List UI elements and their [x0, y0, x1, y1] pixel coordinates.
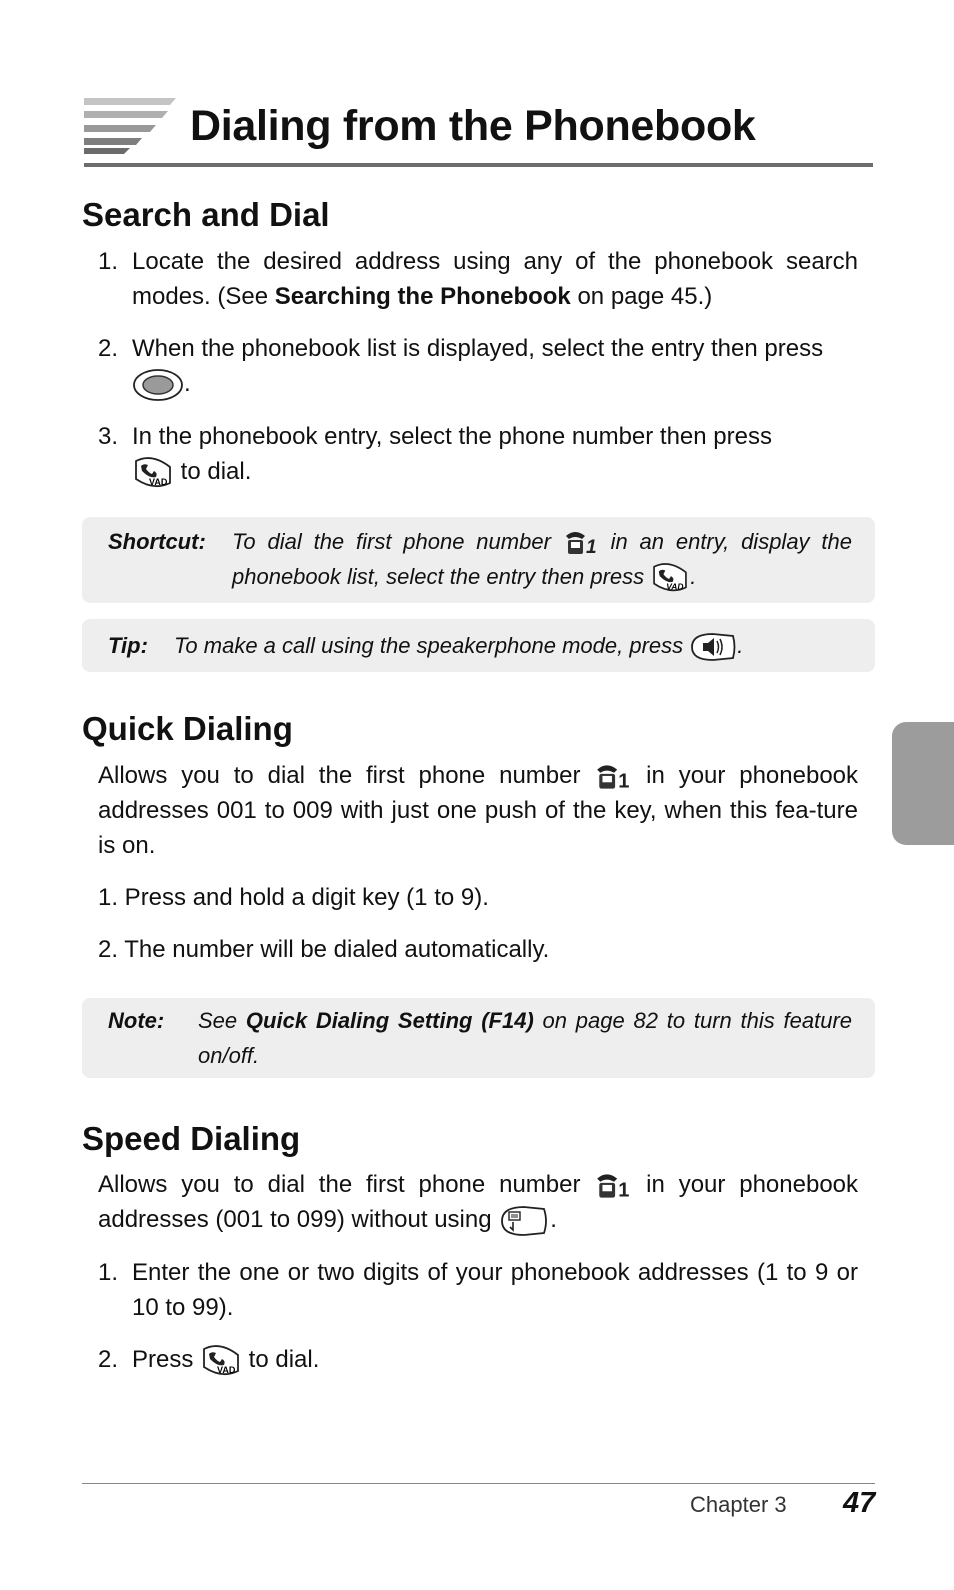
- search-step-3: 3. In the phonebook entry, select the phone number then press VAD to dial.: [98, 423, 772, 487]
- search-step-1: 1. Locate the desired address using any of the phonebook search modes. (See Searching the Phonebook on page 45.): [98, 248, 858, 310]
- vad-call-icon: [200, 1345, 242, 1377]
- speaker-icon: [689, 632, 737, 662]
- svg-text:1: 1: [618, 770, 630, 792]
- svg-text:VAD: VAD: [149, 476, 168, 487]
- svg-text:1: 1: [585, 537, 597, 558]
- svg-text:1: 1: [618, 1179, 630, 1201]
- speed-step-2: 2. Press VAD to dial.: [98, 1346, 320, 1375]
- note-label: Note:: [108, 1008, 165, 1033]
- select-button-icon: [132, 368, 184, 402]
- shortcut-text: To dial the first phone number 1 in an entry, display the phonebook list, select the entry then press VAD .: [232, 529, 852, 592]
- vad-call-icon: [650, 563, 690, 593]
- phone-number-icon: [594, 1171, 632, 1201]
- shortcut-box: [82, 517, 875, 603]
- svg-text:VAD: VAD: [666, 581, 684, 592]
- shortcut-label: Shortcut:: [108, 529, 206, 554]
- heading-quick-dialing: Quick Dialing: [82, 710, 293, 747]
- tip-box: [82, 619, 875, 672]
- footer-chapter: Chapter 3: [690, 1492, 787, 1517]
- quick-step-1: 1. Press and hold a digit key (1 to 9).: [98, 884, 489, 911]
- page-number: 47: [843, 1487, 876, 1519]
- svg-text:VAD: VAD: [217, 1364, 236, 1375]
- footer-rule: [82, 1483, 875, 1484]
- title-lines-icon: [84, 98, 180, 156]
- note-box: [82, 998, 875, 1078]
- note-text: See Quick Dialing Setting (F14) on page 82 to turn this feature on/off.: [198, 1008, 853, 1068]
- phone-number-icon: [594, 762, 632, 792]
- speed-step-1: 1. Enter the one or two digits of your phonebook addresses (1 to 9 or 10 to 99).: [98, 1259, 858, 1321]
- quick-step-2: 2. The number will be dialed automatically.: [98, 936, 550, 963]
- search-step-2: 2. When the phonebook list is displayed, select the entry then press .: [98, 331, 858, 402]
- quick-dialing-intro: Allows you to dial the first phone number 1 in your phonebook addresses 001 to 009 with just one push of the key, when this fea-ture is on.: [98, 762, 859, 859]
- title-rule: [84, 163, 873, 167]
- tip-label: Tip:: [108, 633, 148, 658]
- tip-text: To make a call using the speakerphone mode, press .: [174, 628, 864, 663]
- page-title: Dialing from the Phonebook: [190, 102, 756, 150]
- speed-dialing-intro: Allows you to dial the first phone number 1 in your phonebook addresses (001 to 099) without using .: [98, 1167, 858, 1238]
- phonebook-key-icon: [498, 1204, 550, 1238]
- chapter-side-tab: [892, 722, 954, 845]
- heading-speed-dialing: Speed Dialing: [82, 1120, 301, 1157]
- vad-call-icon: [132, 457, 174, 489]
- heading-search-and-dial: Search and Dial: [82, 196, 330, 233]
- phone-number-icon: [563, 529, 599, 557]
